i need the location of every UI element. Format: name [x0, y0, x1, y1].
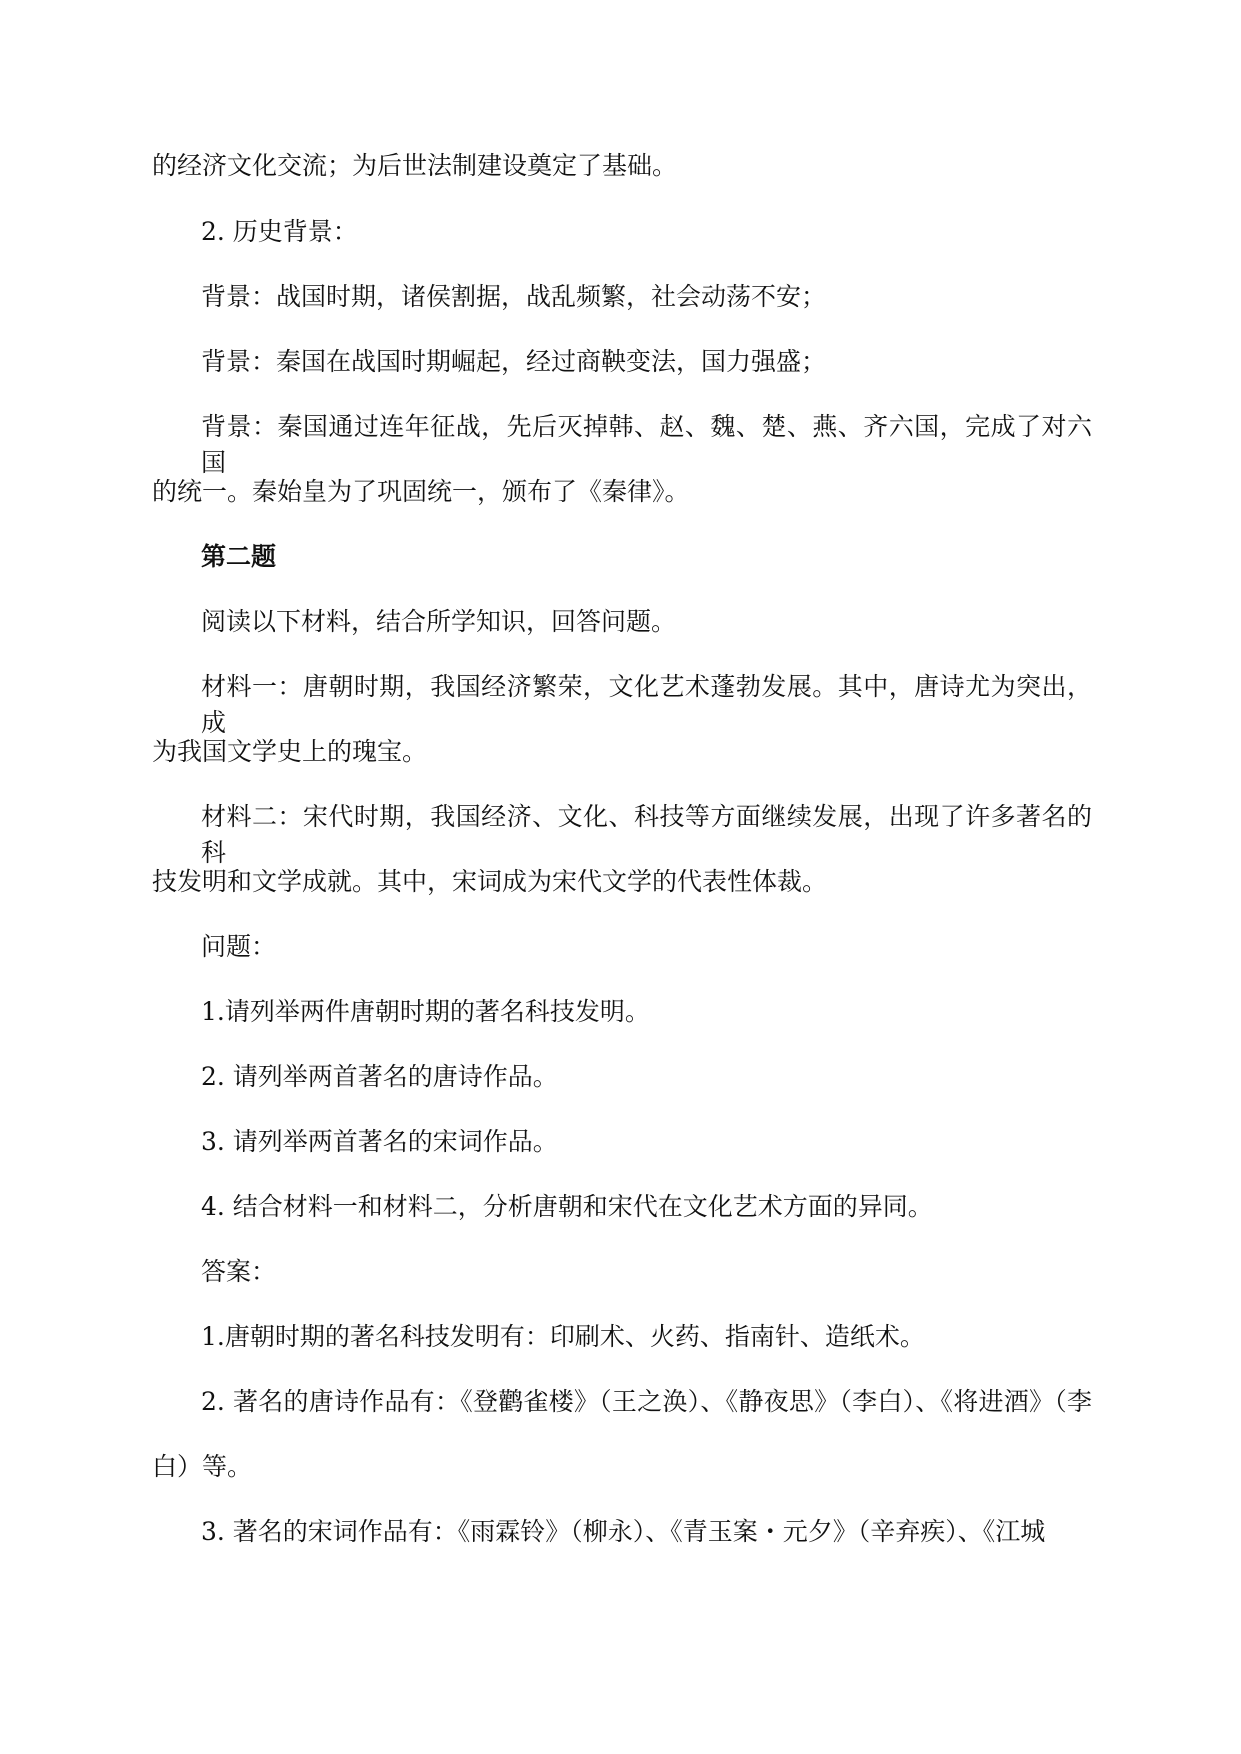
question-item: 3. 请列举两首著名的宋词作品。 — [201, 1127, 558, 1156]
paragraph-line: 背景：战国时期，诸侯割据，战乱频繁，社会动荡不安； — [201, 282, 827, 311]
paragraph-line: 材料二：宋代时期，我国经济、文化、科技等方面继续发展，出现了许多著名的科 — [201, 802, 1092, 867]
question-item: 4. 结合材料一和材料二，分析唐朝和宋代在文化艺术方面的异同。 — [201, 1192, 933, 1221]
section-label: 2. 历史背景： — [201, 217, 358, 246]
paragraph-line: 背景：秦国在战国时期崛起，经过商鞅变法，国力强盛； — [201, 347, 827, 376]
paragraph-line: 的统一。秦始皇为了巩固统一，颁布了《秦律》。 — [152, 477, 690, 506]
answer-item: 1.唐朝时期的著名科技发明有：印刷术、火药、指南针、造纸术。 — [201, 1322, 925, 1351]
question-heading: 第二题 — [201, 542, 277, 571]
question-item: 1.请列举两件唐朝时期的著名科技发明。 — [201, 997, 650, 1026]
section-label: 问题： — [201, 932, 277, 961]
paragraph-line: 为我国文学史上的瑰宝。 — [152, 737, 428, 766]
answer-item: 2. 著名的唐诗作品有：《登鹳雀楼》（王之涣）、《静夜思》（李白）、《将进酒》（李 — [201, 1387, 1092, 1416]
paragraph-line: 的经济文化交流；为后世法制建设奠定了基础。 — [152, 151, 678, 180]
paragraph-line: 阅读以下材料，结合所学知识，回答问题。 — [201, 607, 677, 636]
paragraph-line: 背景：秦国通过连年征战，先后灭掉韩、赵、魏、楚、燕、齐六国，完成了对六国 — [201, 412, 1092, 477]
question-item: 2. 请列举两首著名的唐诗作品。 — [201, 1062, 558, 1091]
paragraph-line: 材料一：唐朝时期，我国经济繁荣，文化艺术蓬勃发展。其中，唐诗尤为突出，成 — [201, 672, 1092, 737]
answer-item: 3. 著名的宋词作品有：《雨霖铃》（柳永）、《青玉案・元夕》（辛弃疾）、《江城 — [201, 1517, 1046, 1546]
paragraph-line: 白）等。 — [152, 1452, 253, 1481]
section-label: 答案： — [201, 1257, 277, 1286]
paragraph-line: 技发明和文学成就。其中，宋词成为宋代文学的代表性体裁。 — [152, 867, 828, 896]
